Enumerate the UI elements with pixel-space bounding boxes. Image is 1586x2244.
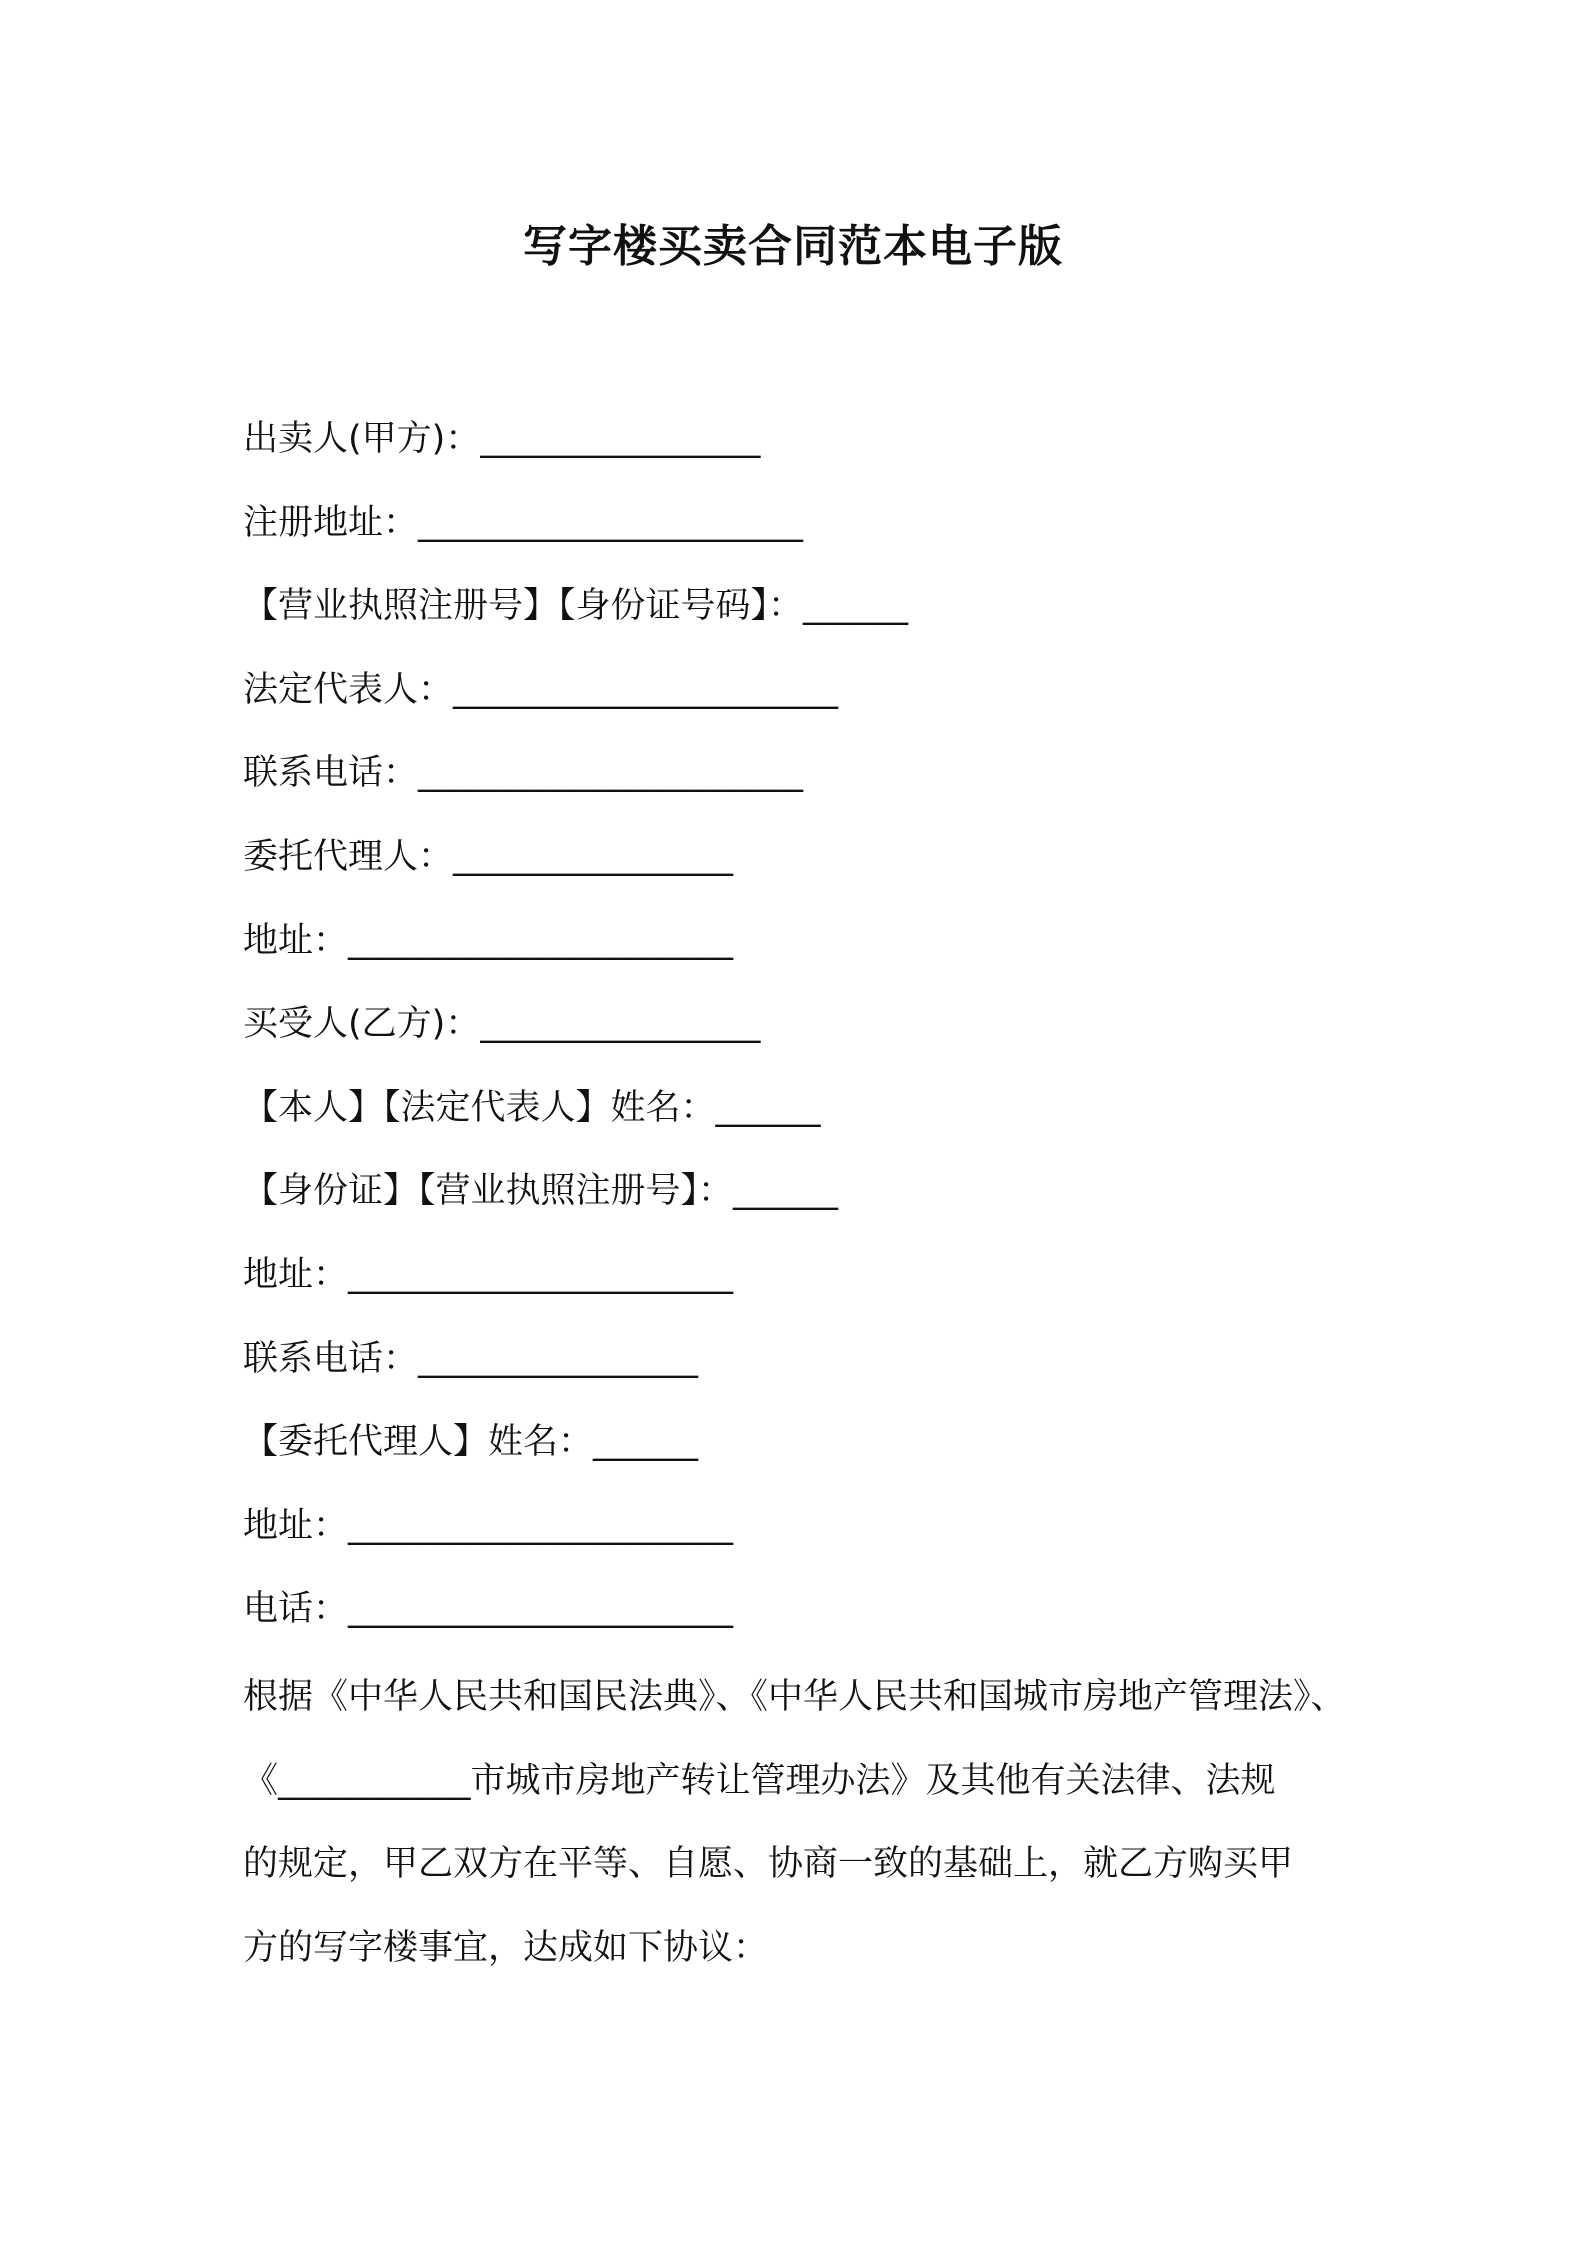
field-blank: ________________ [480,1004,761,1045]
field-label: 委托代理人： [243,836,454,877]
field-label: 电话： [243,1589,349,1630]
field-label: 联系电话： [243,1338,419,1379]
field-label: 注册地址： [243,502,419,543]
document-title: 写字楼买卖合同范本电子版 [523,221,1063,272]
field-label: 地址： [243,920,349,961]
field-buyer-id [243,1156,1363,1240]
field-registered-address [243,488,1363,572]
field-label: 地址： [243,1505,349,1546]
field-label: 买受人(乙方)： [243,1004,481,1045]
field-blank: ________________ [480,419,761,459]
field-blank: ______________________ [348,1505,734,1546]
field-buyer-address [243,1240,1363,1324]
paragraph-line: 的规定，甲乙双方在平等、自愿、协商一致的基础上，就乙方购买甲 [243,1844,1294,1885]
field-blank: ______________________ [348,1589,734,1630]
field-blank: ______ [803,586,909,627]
field-blank: ______ [733,1171,839,1212]
field-blank: ______ [593,1422,699,1463]
field-blank: ________________ [453,836,734,877]
field-buyer-name [243,1073,1363,1157]
field-label: 出卖人(甲方)： [243,419,481,459]
field-blank: ______ [715,1087,821,1128]
paragraph-line: 《___________市城市房地产转让管理办法》及其他有关法律、法规 [243,1760,1276,1801]
field-seller-phone [243,738,1363,822]
field-buyer [243,989,1363,1073]
field-seller-agent-address [243,906,1363,990]
field-license-id [243,571,1363,655]
field-label: 【身份证】【营业执照注册号】： [243,1171,734,1212]
field-buyer-agent [243,1407,1363,1491]
preamble-paragraph [243,1656,1363,1990]
field-blank: ________________ [418,1338,699,1379]
field-label: 地址： [243,1254,349,1295]
field-label: 【营业执照注册号】【身份证号码】： [243,586,804,627]
field-seller [243,404,1363,488]
field-label: 【本人】【法定代表人】姓名： [243,1087,716,1128]
field-buyer-agent-address [243,1491,1363,1575]
paragraph-line: 方的写字楼事宜，达成如下协议： [243,1927,769,1968]
field-blank: ______________________ [453,669,839,710]
party-info-fields [243,404,1363,1658]
paragraph-line: 根据《中华人民共和国民法典》、《中华人民共和国城市房地产管理法》、 [243,1677,1346,1717]
field-label: 联系电话： [243,753,419,794]
field-blank: ______________________ [418,753,804,794]
field-blank: ______________________ [348,920,734,961]
field-blank: ______________________ [418,502,804,543]
field-buyer-phone [243,1324,1363,1408]
field-label: 法定代表人： [243,669,454,710]
field-buyer-agent-phone [243,1574,1363,1658]
field-label: 【委托代理人】姓名： [243,1422,594,1463]
field-seller-agent [243,822,1363,906]
field-legal-representative [243,655,1363,739]
field-blank: ______________________ [348,1254,734,1295]
